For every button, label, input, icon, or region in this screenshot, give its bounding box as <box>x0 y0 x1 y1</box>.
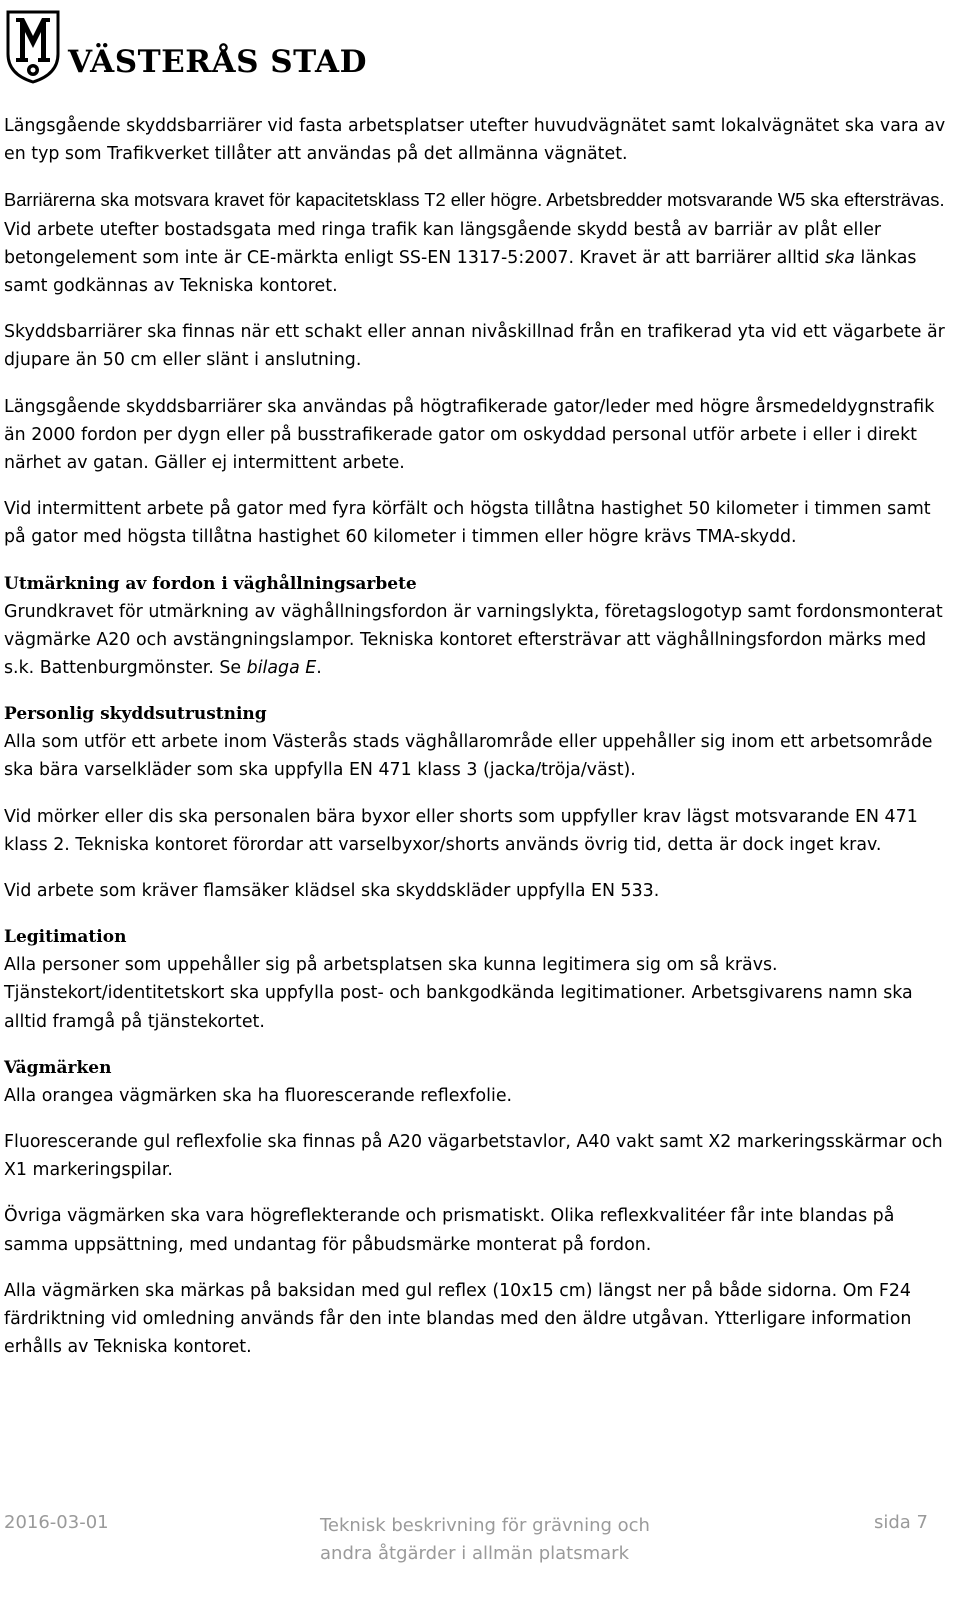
paragraph: Vid mörker eller dis ska personalen bära byxor eller shorts som uppfyller krav lägst motsvarande EN 471 klass 2. Tekniska kontoret förordar att varselbyxor/shorts används övrig tid, detta är dock inget krav. <box>4 806 918 855</box>
text-run: Barriärerna ska motsvara kravet för kapacitetsklass T2 eller högre. Arbetsbredder motsvarande W5 ska eftersträvas. <box>4 189 945 211</box>
paragraph: Vid intermittent arbete på gator med fyra körfält och högsta tillåtna hastighet 50 kilometer i timmen samt på gator med högsta tillåtna hastighet 60 kilometer i timmen eller högre krävs TMA-skydd. <box>4 499 931 548</box>
text-run: Vid arbete utefter bostadsgata med ringa trafik kan längsgående skydd bestå av barriär av plåt eller betongelement som inte är CE-märkta enligt SS-EN 1317-5:2007. Kravet är att barriärer alltid <box>4 219 882 268</box>
paragraph: Längsgående skyddsbarriärer ska användas på högtrafikerade gator/leder med högre årsmedeldygnstrafik än 2000 fordon per dygn eller på busstrafikerade gator om oskyddad personal utför arbete i eller i direkt närhet av gatan. Gäller ej intermittent arbete. <box>4 396 935 474</box>
document-body <box>4 112 954 1380</box>
paragraph: Längsgående skyddsbarriärer vid fasta arbetsplatser utefter huvudvägnätet samt lokalvägnätet ska vara av en typ som Trafikverket tillåter att användas på det allmänna vägnätet. <box>4 116 946 165</box>
logo-text: VÄSTERÅS STAD <box>68 44 367 80</box>
text-run: . <box>316 658 322 679</box>
paragraph: Skyddsbarriärer ska finnas när ett schakt eller annan nivåskillnad från en trafikerad yta vid ett vägarbete är djupare än 50 cm eller slänt i anslutning. <box>4 322 945 371</box>
paragraph: Vid arbete som kräver flamsäker klädsel ska skyddskläder uppfylla EN 533. <box>4 881 660 902</box>
section-heading-vagmarken: Vägmärken <box>4 1057 112 1078</box>
paragraph: Fluorescerande gul reflexfolie ska finnas på A20 vägarbetstavlor, A40 vakt samt X2 markeringsskärmar och X1 markeringspilar. <box>4 1132 943 1181</box>
paragraph <box>4 186 954 300</box>
section-heading-utmarkning: Utmärkning av fordon i väghållningsarbete <box>4 573 417 594</box>
paragraph: Alla orangea vägmärken ska ha fluorescerande reflexfolie. <box>4 1085 513 1106</box>
section-heading-legitimation: Legitimation <box>4 927 127 948</box>
paragraph: Övriga vägmärken ska vara högreflekterande och prismatiskt. Olika reflexkvalitéer får inte blandas på samma uppsättning, med undantag för påbudsmärke monterat på fordon. <box>4 1206 895 1255</box>
vasteras-stad-logo <box>4 8 367 88</box>
bilaga-reference: bilaga E <box>246 658 317 679</box>
page-footer <box>0 1512 960 1582</box>
city-crest-icon <box>4 8 62 84</box>
paragraph: Alla vägmärken ska märkas på baksidan med gul reflex (10x15 cm) längst ner på både sidorna. Om F24 färdriktning vid omledning används får den inte blandas med den äldre utgåvan. Ytterligare information erhålls av Tekniska kontoret. <box>4 1280 912 1358</box>
footer-document-title: Teknisk beskrivning för grävning och andra åtgärder i allmän platsmark <box>320 1515 650 1564</box>
paragraph <box>4 598 954 683</box>
footer-page-number: sida 7 <box>873 1512 928 1533</box>
text-run: Grundkravet för utmärkning av väghållningsfordon är varningslykta, företagslogotyp samt fordonsmonterat vägmärke A20 och avstängningslampor. Tekniska kontoret eftersträvar att väghållningsfordon märks med s.k. Battenburgmönster. Se <box>4 601 943 679</box>
footer-date: 2016-03-01 <box>4 1512 109 1533</box>
emphasis-text: ska <box>825 247 855 268</box>
paragraph: Alla som utför ett arbete inom Västerås stads väghållarområde eller uppehåller sig inom ett arbetsområde ska bära varselkläder som ska uppfylla EN 471 klass 3 (jacka/tröja/väst). <box>4 732 933 781</box>
paragraph: Alla personer som uppehåller sig på arbetsplatsen ska kunna legitimera sig om så krävs. Tjänstekort/identitetskort ska uppfylla post- och bankgodkända legitimationer. Arbetsgivarens namn ska alltid framgå på tjänstekortet. <box>4 955 913 1032</box>
text-run: länkas samt godkännas av Tekniska kontoret. <box>4 247 917 297</box>
section-heading-skyddsutrustning: Personlig skyddsutrustning <box>4 704 267 725</box>
